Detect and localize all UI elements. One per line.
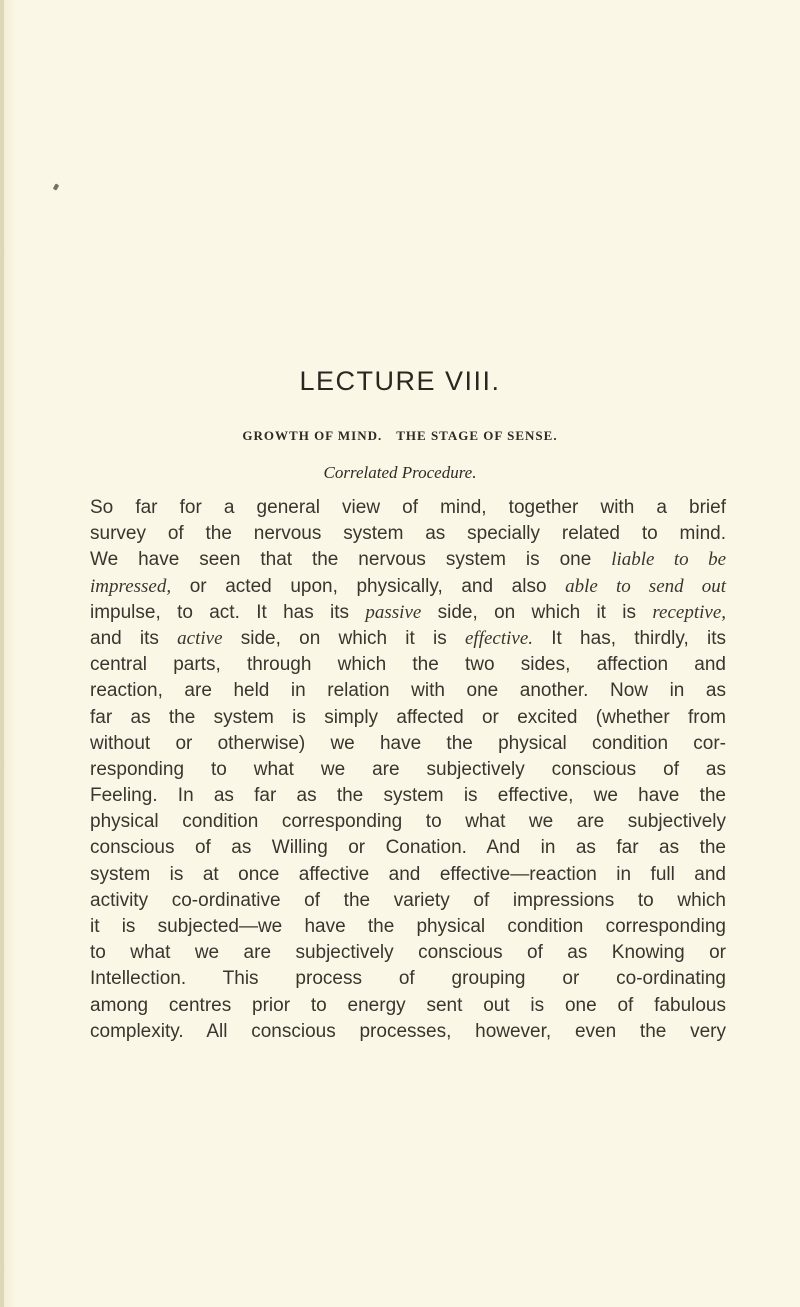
text-line: conscious of as Willing or Conation. And in as far as the <box>90 837 726 859</box>
subtitle-growth-of-mind: GROWTH OF MIND. <box>242 428 383 443</box>
lecture-title: LECTURE VIII. <box>299 366 501 396</box>
text-line: responding to what we are subjectively conscious of as <box>90 758 726 780</box>
text-line: central parts, through which the two sides, affection and <box>90 654 726 676</box>
text-line: complexity. All conscious processes, however, even the very <box>90 1020 726 1042</box>
section-heading: Correlated Procedure. <box>323 463 477 482</box>
lecture-subtitle <box>0 428 800 444</box>
text-line: it is subjected—we have the physical condition corresponding <box>90 916 726 937</box>
italic-run: able to send out <box>565 575 726 597</box>
text-line <box>90 626 726 652</box>
text-run: and its <box>90 627 159 649</box>
text-line: among centres prior to energy sent out is one of fabulous <box>90 994 726 1016</box>
text-run: impulse, to act. It has its <box>90 601 350 623</box>
text-run: It has, thirdly, its <box>551 627 726 649</box>
text-run: side, on which it is <box>240 627 447 649</box>
text-line: to what we are subjectively conscious of as Knowing or <box>90 942 726 964</box>
text-line: physical condition corresponding to what we are subjectively <box>90 811 726 833</box>
ink-speck <box>53 183 59 190</box>
body-paragraph <box>90 495 726 1045</box>
italic-run: liable to be <box>611 549 726 571</box>
italic-run: effective. <box>465 627 534 649</box>
subtitle-stage-of-sense: THE STAGE OF SENSE. <box>396 428 558 443</box>
italic-run: passive <box>365 601 422 623</box>
italic-run: receptive, <box>652 601 727 623</box>
text-line: activity co-ordinative of the variety of impressions to which <box>90 889 726 911</box>
text-line: survey of the nervous system as specially related to mind. <box>90 523 726 545</box>
text-line: far as the system is simply affected or excited (whether from <box>90 706 726 728</box>
text-line: system is at once affective and effective—reaction in full and <box>90 863 726 885</box>
text-run: We have seen that the nervous system is one <box>90 549 592 571</box>
text-line <box>90 547 726 573</box>
text-line: reaction, are held in relation with one another. Now in as <box>90 680 726 702</box>
text-line: without or otherwise) we have the physical condition cor- <box>90 732 726 754</box>
italic-run: active <box>177 627 223 649</box>
page-binding-edge <box>0 0 4 1307</box>
text-line: Intellection. This process of grouping or co-ordinating <box>90 968 726 990</box>
text-run: or acted upon, physically, and also <box>189 575 547 597</box>
text-line <box>90 574 726 600</box>
text-line: Feeling. In as far as the system is effective, we have the <box>90 785 726 807</box>
text-line <box>90 600 726 626</box>
text-line: So far for a general view of mind, together with a brief <box>90 497 726 518</box>
text-run: side, on which it is <box>437 601 637 623</box>
italic-run: impressed, <box>90 575 172 597</box>
